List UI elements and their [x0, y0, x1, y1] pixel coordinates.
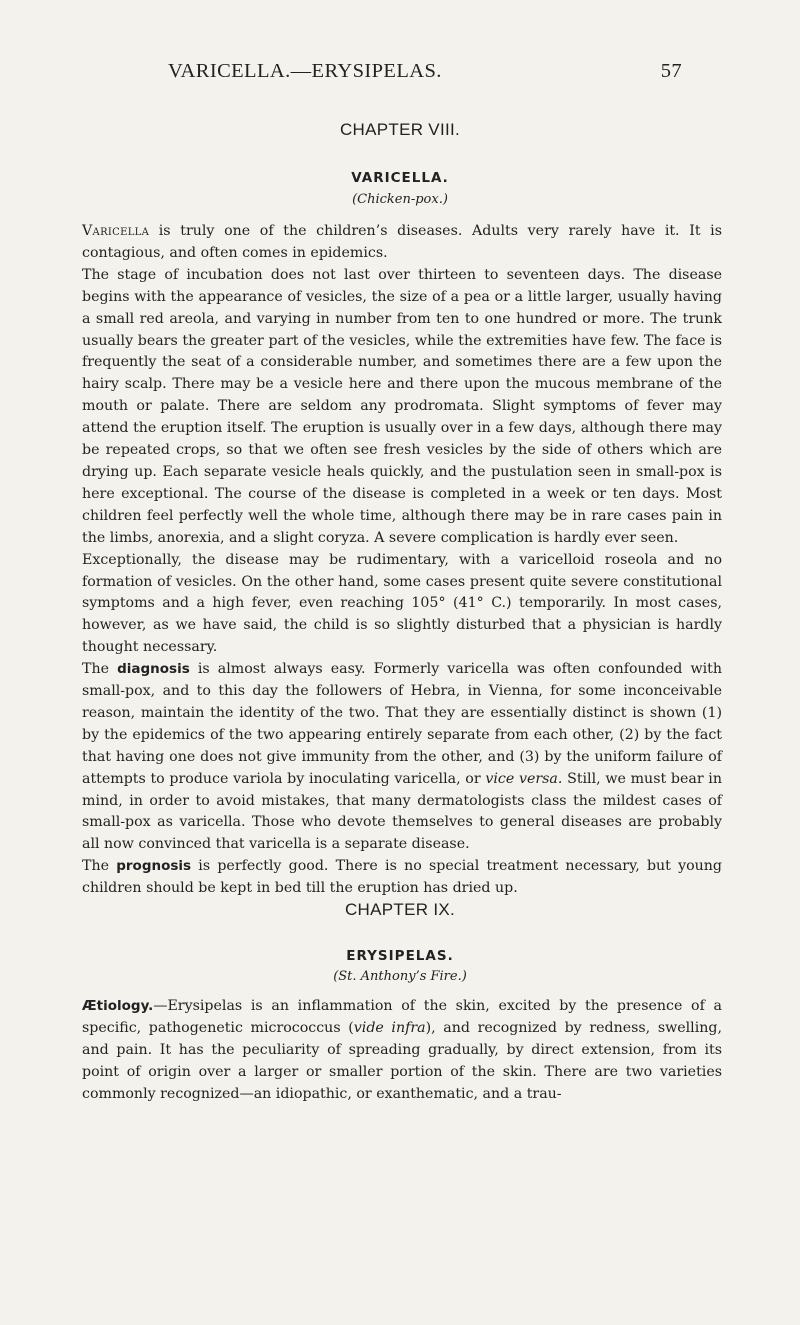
- paragraph: The prognosis is perfectly good. There is no special treatment necessary, but young children should be kept in bed till the eruption has dried up.: [82, 858, 723, 897]
- chapter-9-heading: CHAPTER IX.: [344, 900, 456, 919]
- lead-word: Varicella: [82, 223, 150, 239]
- bold-term: diagnosis: [117, 661, 190, 678]
- paragraph: Varicella is truly one of the children’s diseases. Adults very rarely have it. It is contagious, and often comes in epidemics.: [82, 223, 722, 261]
- paragraph: The stage of incubation does not last over thirteen to seventeen days. The disease begins with the appearance of vesicles, the size of a pea or a little larger, usually having a small red areola, and varying in number from ten to one hundred or more. The trunk usually bears the greater part of the vesicles, while the extremities have few. The face is frequently the seat of a considerable number, and sometimes there are a few upon the hairy scalp. There may be a vesicle here and there upon the mucous membrane of the mouth or palate. There are seldom any prodromata. Slight symptoms of fever may attend the eruption itself. The eruption is usually over in a few days, although there may be repeated crops, so that we often see fresh vesicles by the side of others which are drying up. Each separate vesicle heals quickly, and the pustulation seen in small-pox is here exceptional. The course of the disease is completed in a week or ten days. Most children feel perfectly well the whole time, although there may be in rare cases pain in the limbs, anorexia, and a slight coryza. A severe complication is hardly ever seen.: [82, 266, 722, 546]
- paragraph: The diagnosis is almost always easy. Formerly varicella was often confounded with small-pox, and to this day the followers of Hebra, in Vienna, for some inconceivable reason, maintain the identity of the two. That they are essentially distinct is shown (1) by the epidemics of the two appearing entirely separate from each other, (2) by the fact that having one does not give immunity from the other, and (3) by the uniform failure of attempts to produce variola by inoculating varicella, or vice versa. Still, we must bear in mind, in order to avoid mistakes, that many dermatologists class the mildest cases of small-pox as varicella. Those who devote themselves to general diseases are probably all now convinced that varicella is a separate disease.: [82, 661, 723, 853]
- bold-term: Ætiology.: [82, 998, 154, 1014]
- chapter-9-subtitle: (St. Anthony’s Fire.): [333, 969, 467, 984]
- chapter-8-subtitle: (Chicken-pox.): [352, 192, 448, 207]
- chapter-8-title: VARICELLA.: [351, 170, 449, 186]
- paragraph: Exceptionally, the disease may be rudimentary, with a varicelloid roseola and no formation of vesicles. On the other hand, some cases present quite severe constitutional symptoms and a high fever, even reaching 105° (41° C.) temporarily. In most cases, however, as we have said, the child is so slightly disturbed that a physician is hardly thought necessary.: [82, 551, 722, 656]
- chapter-9-title: ERYSIPELAS.: [346, 948, 454, 964]
- running-title: VARICELLA.—ERYSIPELAS.: [168, 60, 442, 82]
- chapter-9-body: [82, 996, 722, 1106]
- paragraph: Ætiology.—Erysipelas is an inflammation of the skin, excited by the presence of a specific, pathogenetic micrococcus (vide infra), and recognized by redness, swelling, and pain. It has the peculiarity of spreading gradually, by direct extension, from its point of origin over a larger or smaller portion of the skin. There are two varieties commonly recognized—an idiopathic, or exanthematic, and a trau-: [82, 998, 722, 1102]
- chapter-8-heading: CHAPTER VIII.: [339, 120, 461, 139]
- chapter-8-body: [82, 221, 722, 900]
- bold-term: prognosis: [116, 858, 192, 875]
- italic-term: vide infra: [353, 1019, 426, 1036]
- italic-term: vice versa.: [485, 770, 563, 787]
- page-number: 57: [660, 60, 682, 82]
